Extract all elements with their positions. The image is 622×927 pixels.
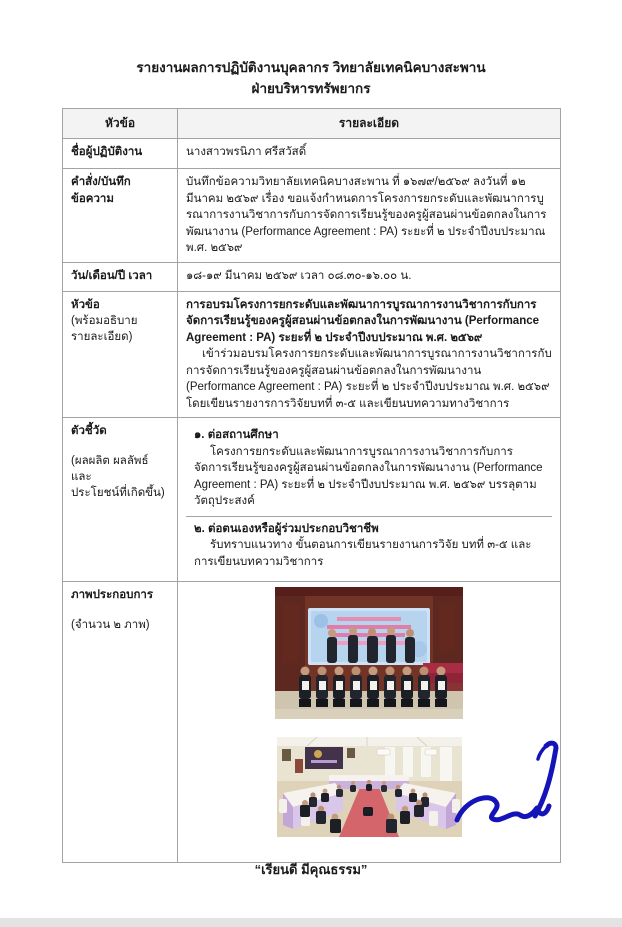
kpi-section-1-title: ๑. ต่อสถานศึกษา bbox=[194, 429, 279, 441]
table-row bbox=[63, 262, 561, 291]
value-operator-name: นางสาวพรนิภา ศรีสวัสดิ์ bbox=[178, 139, 561, 169]
activity-photo-2 bbox=[277, 737, 462, 837]
viewer-bottom-strip bbox=[0, 918, 622, 927]
value-kpi bbox=[178, 418, 561, 582]
kpi-section-1-body: โครงการยกระดับและพัฒนาการบูรณาการงานวิชาการกับการจัดการเรียนรู้ของครูผู้สอนผ่านข้อตกลงในการพัฒนางาน (Performance Agreement : PA) ระยะที่ ๒ ประจำปีงบประมาณ พ.ศ. ๒๕๖๙ บรรลุตามวัตถุประสงค์ bbox=[194, 445, 543, 507]
label-operator-name: ชื่อผู้ปฏิบัติงาน bbox=[63, 139, 178, 169]
table-row bbox=[63, 169, 561, 263]
activity-photo-1 bbox=[275, 587, 463, 719]
document-title-line2: ฝ่ายบริหารทรัพยากร bbox=[251, 81, 371, 96]
topic-label-note2: รายละเอียด) bbox=[71, 331, 133, 343]
label-kpi bbox=[63, 418, 178, 582]
topic-label: หัวข้อ bbox=[71, 298, 100, 311]
kpi-label: ตัวชี้วัด bbox=[71, 425, 107, 437]
topic-label-note1: (พร้อมอธิบาย bbox=[71, 315, 138, 327]
label-date-time: วัน/เดือน/ปี เวลา bbox=[63, 262, 178, 291]
spacer bbox=[71, 440, 169, 453]
table-row bbox=[63, 139, 561, 169]
photos-label: ภาพประกอบการ bbox=[71, 589, 154, 601]
kpi-label-note1: (ผลผลิต ผลลัพธ์ และ bbox=[71, 454, 149, 483]
table-row bbox=[63, 291, 561, 418]
topic-body: เข้าร่วมอบรมโครงการยกระดับและพัฒนาการบูรณาการงานวิชาการกับการจัดการเรียนรู้ของครูผู้สอนผ่านข้อตกลงในการพัฒนางาน (Performance Agreement : PA) ระยะที่ ๒ ประจำปีงบประมาณ พ.ศ. ๒๕๖๙ โดยเขียนรายงารการวิจัยบทที่ ๓-๕ และเขียนบทความทางวิชาการ bbox=[186, 348, 552, 410]
header-details-cell: รายละเอียด bbox=[178, 109, 561, 139]
order-memo-text: บันทึกข้อความวิทยาลัยเทคนิคบางสะพาน ที่ ๑๖๗๙/๒๕๖๙ ลงวันที่ ๑๒ มีนาคม ๒๕๖๙ เรื่อง ขอแจ้งกำหนดการโครงการยกระดับและพัฒนาการบูรณาการงานวิชาการกับการจัดการเรียนรู้ของครูผู้สอนผ่านข้อตกลงในการพัฒนางาน (Performance Agreement : PA) ระยะที่ ๒ ประจำปีงบประมาณ พ.ศ. ๒๕๖๙ bbox=[186, 176, 547, 254]
document-title-line1: รายงานผลการปฏิบัติงานบุคลากร วิทยาลัยเทคนิคบางสะพาน bbox=[136, 60, 486, 75]
kpi-section-2-body: รับทราบแนวทาง ขั้นตอนการเขียนรายงานการวิจัย บทที่ ๓-๕ และการเขียนบทความวิชาการ bbox=[194, 539, 532, 568]
header-topic-cell: หัวข้อ bbox=[63, 109, 178, 139]
table-row bbox=[63, 418, 561, 582]
footer-quote: “เรียนดี มีคุณธรรม” bbox=[254, 862, 368, 877]
table-header-row bbox=[63, 109, 561, 139]
spacer bbox=[71, 604, 169, 617]
value-order-memo bbox=[178, 169, 561, 263]
document-title bbox=[0, 57, 622, 99]
kpi-section-2-title: ๒. ต่อตนเองหรือผู้ร่วมประกอบวิชาชีพ bbox=[194, 522, 379, 535]
value-date-time: ๑๘-๑๙ มีนาคม ๒๕๖๙ เวลา ๐๘.๓๐-๑๖.๐๐ น. bbox=[178, 262, 561, 291]
kpi-section-1 bbox=[186, 423, 552, 517]
label-order-memo: คำสั่ง/บันทึกข้อความ bbox=[63, 169, 178, 263]
photos-label-note: (จำนวน ๒ ภาพ) bbox=[71, 618, 150, 631]
value-topic bbox=[178, 291, 561, 418]
kpi-label-note2: ประโยชน์ที่เกิดขึ้น) bbox=[71, 486, 165, 499]
kpi-section-2 bbox=[186, 517, 552, 577]
topic-title: การอบรมโครงการยกระดับและพัฒนาการบูรณาการงานวิชาการกับการจัดการเรียนรู้ของครูผู้สอนผ่านข้อตกลงในการพัฒนางาน (Performance Agreement : PA) ระยะที่ ๒ ประจำปีงบประมาณ พ.ศ. ๒๕๖๙ bbox=[186, 298, 540, 344]
label-photos bbox=[63, 582, 178, 863]
label-topic bbox=[63, 291, 178, 418]
signature-scribble bbox=[443, 728, 573, 836]
